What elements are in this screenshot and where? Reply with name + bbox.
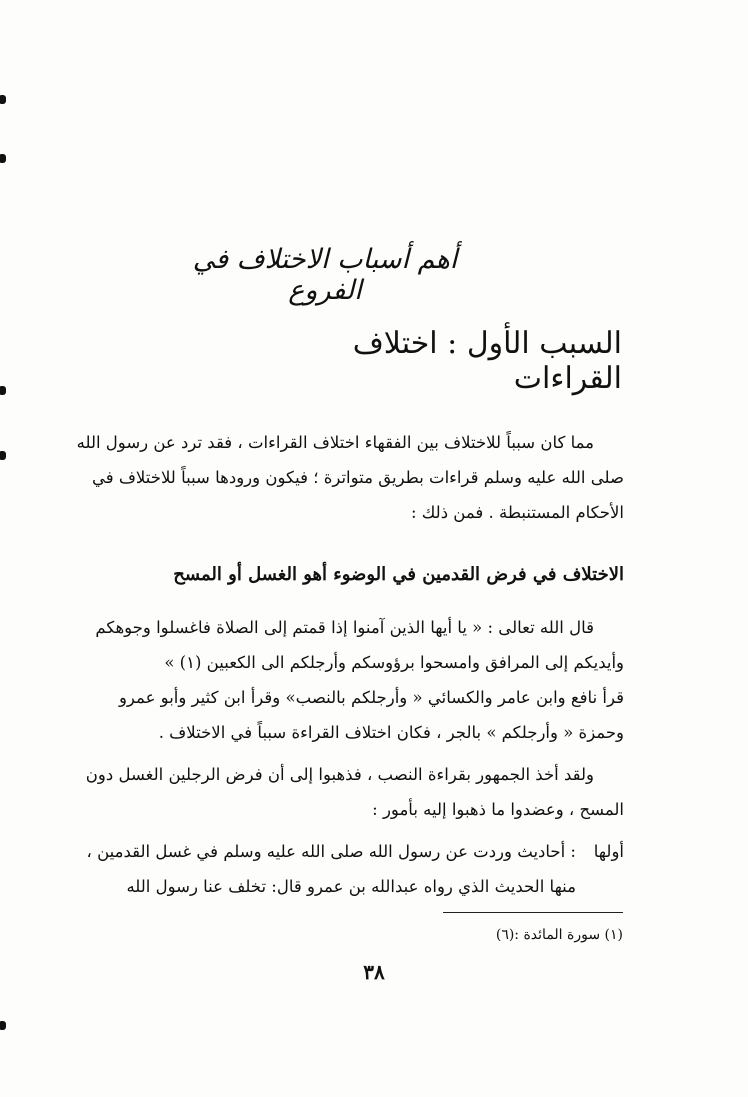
verse-paragraph [60, 610, 624, 680]
text-line: قرأ نافع وابن عامر والكسائي « وأرجلكم بالنصب» وقرأ ابن كثير وأبو عمرو [118, 688, 624, 707]
text-line: ولقد أخذ الجمهور بقراءة النصب ، فذهبوا إلى أن فرض الرجلين الغسل دون [85, 765, 594, 784]
majority-paragraph [60, 757, 624, 827]
scan-edge-mark [0, 154, 6, 163]
readings-paragraph [60, 680, 624, 750]
scan-edge-mark [0, 1021, 6, 1030]
scan-edge-mark [0, 95, 6, 104]
intro-paragraph [60, 425, 624, 530]
section-heading: الاختلاف في فرض القدمين في الوضوء أهو الغسل أو المسح [173, 564, 624, 585]
scan-edge-mark [0, 386, 6, 395]
text-line: وأيديكم إلى المرافق وامسحوا برؤوسكم وأرجلكم الى الكعبين (١) » [164, 653, 624, 672]
text-line: : أحاديث وردت عن رسول الله صلى الله عليه وسلم في غسل القدمين ، [86, 842, 576, 861]
footnote: (١) سورة المائدة :(٦) [495, 927, 623, 943]
text-line: قال الله تعالى : « يا أيها الذين آمنوا إذا قمتم إلى الصلاة فاغسلوا وجوهكم [95, 618, 594, 637]
text-line: منها الحديث الذي رواه عبدالله بن عمرو قال: تخلف عنا رسول الله [126, 877, 576, 896]
footnote-divider [443, 912, 623, 913]
item-label: أولها [593, 842, 624, 861]
page-number: ٣٨ [363, 960, 385, 984]
scan-edge-mark [0, 451, 6, 460]
cause-title: السبب الأول : اختلاف القراءات [352, 326, 622, 396]
text-line: مما كان سبباً للاختلاف بين الفقهاء اختلاف القراءات ، فقد ترد عن رسول الله [76, 433, 594, 452]
text-line: المسح ، وعضدوا ما ذهبوا إليه بأمور : [372, 800, 624, 819]
text-line: صلى الله عليه وسلم قراءات بطريق متواترة ؛ فيكون ورودها سبباً للاختلاف في [91, 468, 624, 487]
text-line: الأحكام المستنبطة . فمن ذلك : [410, 503, 624, 522]
first-evidence-item [60, 834, 624, 904]
chapter-title: أهم أسباب الاختلاف في الفروع [192, 244, 458, 306]
text-line: وحمزة « وأرجلكم » بالجر ، فكان اختلاف القراءة سبباً في الاختلاف . [158, 723, 624, 742]
